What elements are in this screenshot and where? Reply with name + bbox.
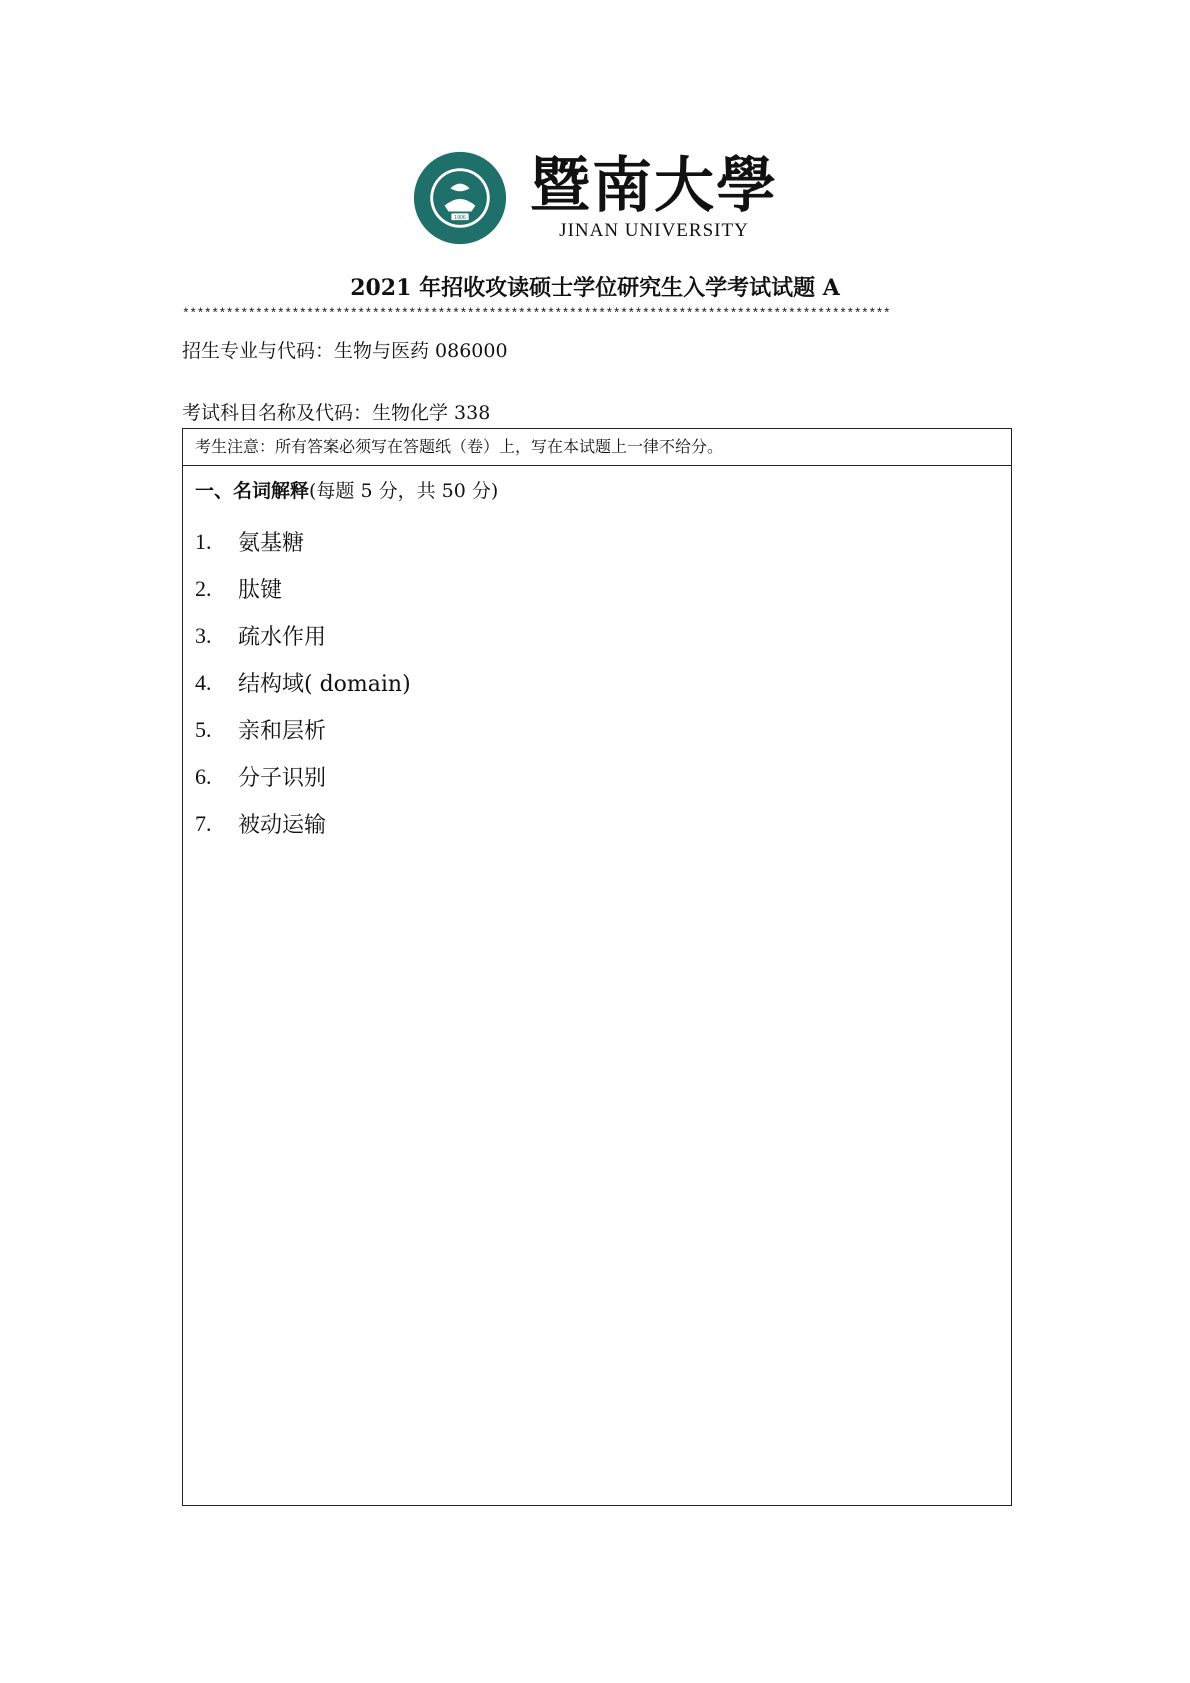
question-term: 肽键 (238, 578, 283, 603)
question-item (195, 706, 1011, 753)
question-term: 结构域( domain) (238, 672, 411, 697)
subject-info: 考试科目名称及代码：生物化学 338 (182, 402, 491, 424)
question-item (195, 800, 1011, 847)
university-name-en: JINAN UNIVERSITY (559, 219, 749, 241)
question-item (195, 659, 1011, 706)
question-item (195, 753, 1011, 800)
question-item (195, 565, 1011, 612)
section-scoring: (每题 5 分，共 50 分) (309, 480, 499, 502)
university-wordmark (530, 150, 778, 242)
question-number: 4. (195, 669, 212, 695)
question-box (182, 428, 1012, 1506)
question-term: 疏水作用 (238, 625, 327, 650)
question-term: 分子识别 (238, 766, 327, 791)
question-number: 7. (195, 810, 212, 836)
section-title: 一、名词解释 (195, 480, 310, 502)
question-number: 5. (195, 716, 212, 742)
question-number: 2. (195, 575, 212, 601)
question-term: 亲和层析 (238, 719, 327, 744)
university-emblem-icon (412, 150, 508, 246)
question-item (195, 612, 1011, 659)
question-number: 1. (195, 528, 212, 554)
question-number: 3. (195, 622, 212, 648)
question-term: 氨基糖 (238, 531, 305, 556)
university-name-cn: 暨南大學 (530, 150, 778, 221)
section-heading (195, 476, 1011, 506)
svg-text:1906: 1906 (454, 215, 466, 222)
major-info: 招生专业与代码：生物与医药 086000 (182, 340, 508, 362)
question-number: 6. (195, 763, 212, 789)
question-term: 被动运输 (238, 813, 327, 838)
question-list (195, 518, 1011, 847)
separator-line: ************************************************************************************************* (182, 307, 891, 321)
exam-title: 2021 年招收攻读硕士学位研究生入学考试试题 A (350, 275, 840, 301)
candidate-notice: 考生注意：所有答案必须写在答题纸（卷）上，写在本试题上一律不给分。 (183, 429, 1011, 466)
page-header (0, 150, 1190, 246)
question-item (195, 518, 1011, 565)
